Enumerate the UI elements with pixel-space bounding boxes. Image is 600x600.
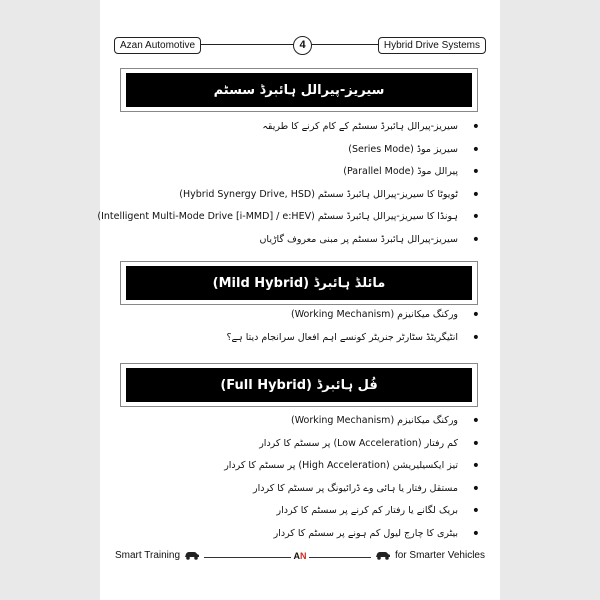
section-title-full-hybrid: فُل ہائبرڈ (Full Hybrid) [126, 368, 472, 402]
list-item: • سیریز موڈ (Series Mode) [140, 139, 480, 162]
list-item: • ٹویوٹا کا سیریز-پیرالل ہائبرڈ سسٹم (Hybrid Synergy Drive, HSD) [140, 184, 480, 207]
list-item: • ورکنگ میکانیزم (Working Mechanism) [140, 410, 480, 433]
section-title-series-parallel: سیریز-پیرالل ہائبرڈ سسٹم [126, 73, 472, 107]
list-item: • ورکنگ میکانیزم (Working Mechanism) [140, 304, 480, 327]
page-number: 4 [293, 36, 312, 55]
footer-right [371, 548, 488, 564]
section-title-mild-hybrid: مائلڈ ہائبرڈ (Mild Hybrid) [126, 266, 472, 300]
footer-slogan-left: Smart Training [115, 550, 181, 561]
brand-logo: AN [291, 548, 309, 564]
list-item: • تیز ایکسیلیریشن (High Acceleration) پر سسٹم کا کردار [140, 455, 480, 478]
footer-left [112, 548, 204, 564]
list-item: • مستقل رفتار یا ہائی وے ڈرائیونگ پر سسٹم کا کردار [140, 478, 480, 501]
section-title-box-mild-hybrid [120, 261, 478, 305]
footer-slogan-right: for Smarter Vehicles [394, 550, 485, 561]
list-item: • بیٹری کا چارج لیول کم ہونے پر سسٹم کا کردار [140, 523, 480, 546]
series-parallel-topic-list [97, 116, 480, 251]
list-item: • سیریز-پیرالل ہائبرڈ سسٹم پر مبنی معروف گاڑیاں [140, 229, 480, 252]
section-title-box-full-hybrid [120, 363, 478, 407]
car-icon [183, 549, 201, 561]
list-item: • کم رفتار (Low Acceleration) پر سسٹم کا کردار [140, 433, 480, 456]
list-item: • انٹیگریٹڈ سٹارٹر جنریٹر کونسے اہم افعال سرانجام دیتا ہے؟ [140, 327, 480, 350]
list-item: • سیریز-پیرالل ہائبرڈ سسٹم کے کام کرنے کا طریقہ [140, 116, 480, 139]
list-item: • ہونڈا کا سیریز-پیرالل ہائبرڈ سسٹم (Intelligent Multi-Mode Drive [i-MMD] / e:HEV) [140, 206, 480, 229]
gear-car-icon [374, 549, 392, 561]
list-item: • بریک لگانے یا رفتار کم کرنے پر سسٹم کا کردار [140, 500, 480, 523]
header-publisher: Azan Automotive [114, 37, 201, 54]
header-book-title: Hybrid Drive Systems [378, 37, 486, 54]
list-item: • پیرالل موڈ (Parallel Mode) [140, 161, 480, 184]
section-title-box-series-parallel [120, 68, 478, 112]
mild-hybrid-topic-list [140, 304, 480, 349]
document-page [97, 0, 500, 600]
full-hybrid-topic-list [140, 410, 480, 545]
